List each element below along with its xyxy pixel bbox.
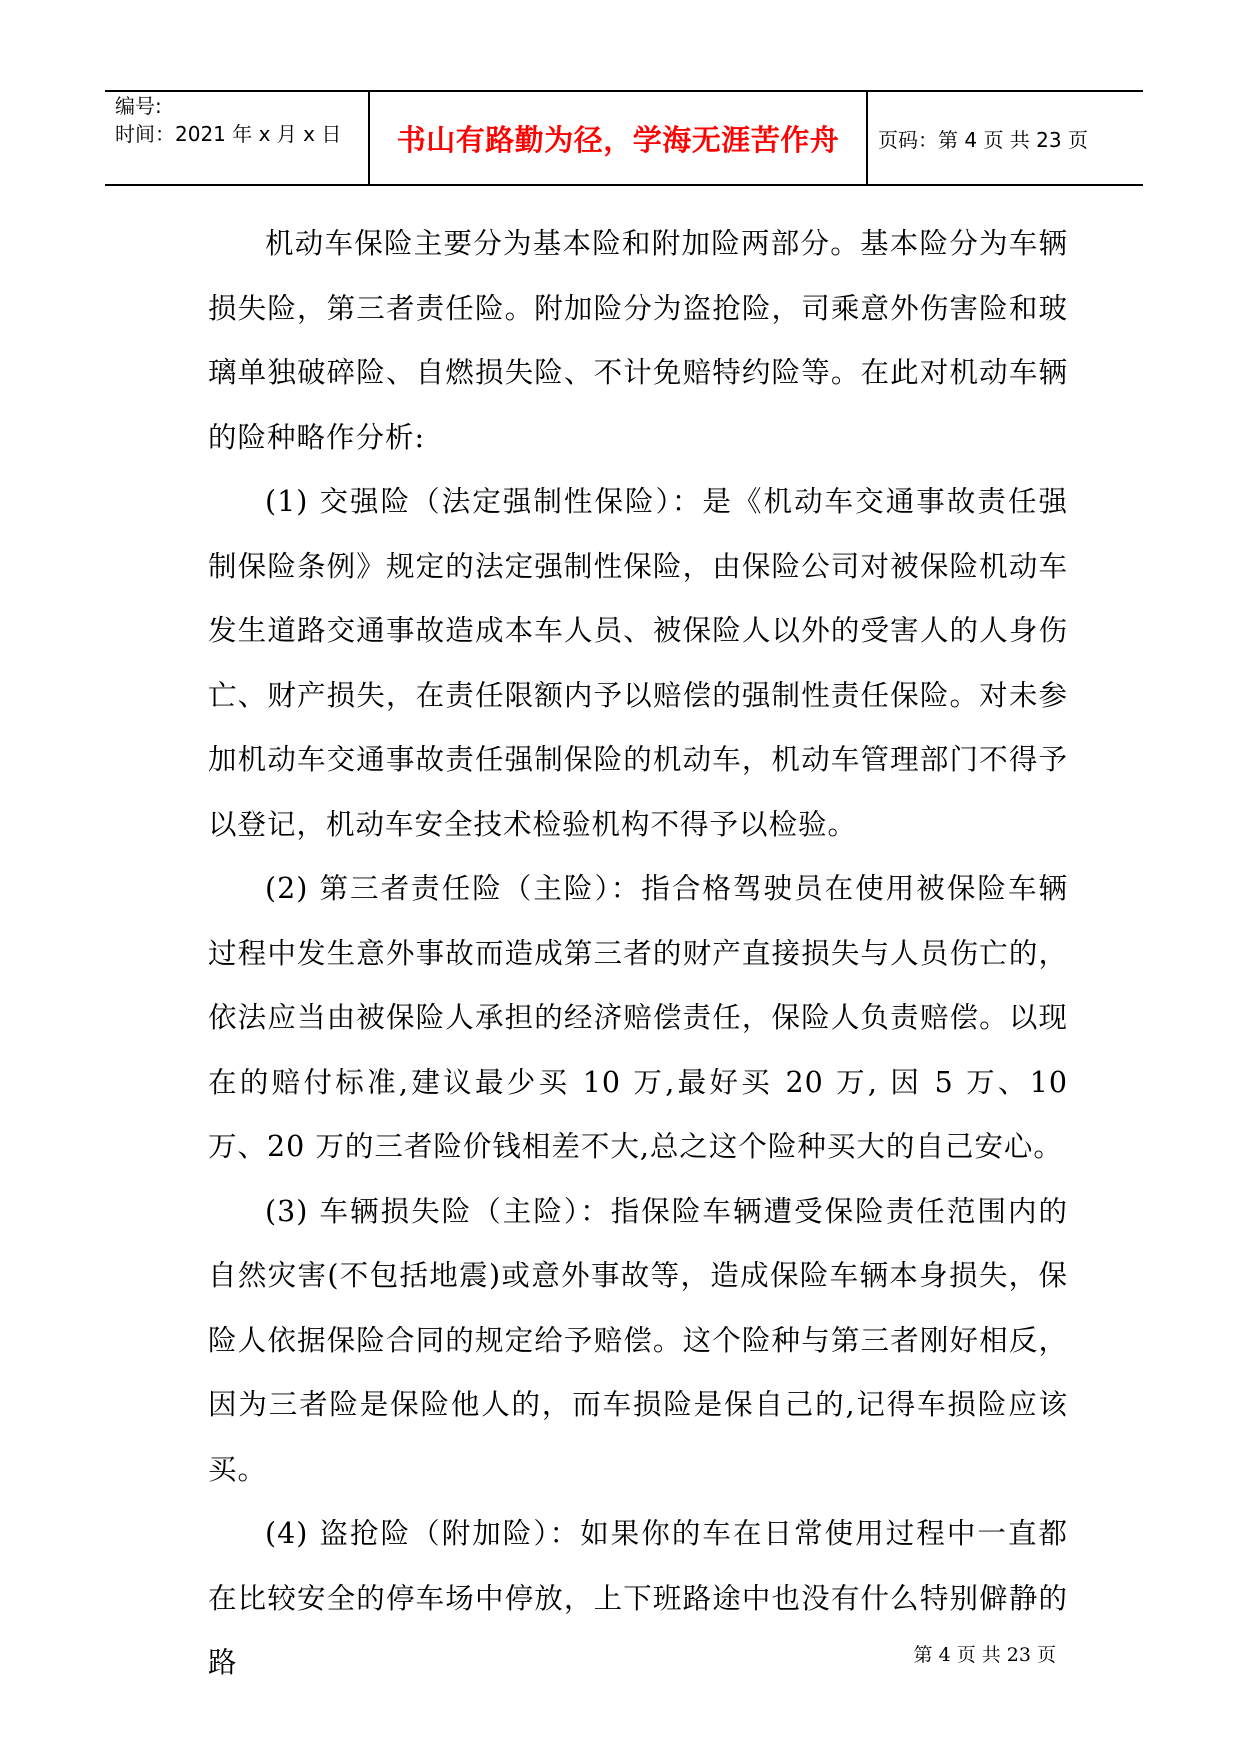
paragraph-vehicle-damage: (3) 车辆损失险（主险）：指保险车辆遭受保险责任范围内的自然灾害(不包括地震)或意外事故等，造成保险车辆本身损失，保险人依据保险合同的规定给予赔偿。这个险种与第三者刚好相反，因为三者险是保险他人的，而车损险是保自己的,记得车损险应该买。: [208, 1194, 1068, 1486]
header-page-cell: [868, 92, 1143, 184]
document-time: 时间：2021 年 x 月 x 日: [115, 122, 342, 146]
paragraph-third-party-liability: (2) 第三者责任险（主险）：指合格驾驶员在使用被保险车辆过程中发生意外事故而造成第三者的财产直接损失与人员伤亡的，依法应当由被保险人承担的经济赔偿责任，保险人负责赔偿。以现在的赔付标准,建议最少买 10 万,最好买 20 万, 因 5 万、10 万、20 万的三者险价钱相差不大,总之这个险种买大的自己安心。: [208, 872, 1068, 1163]
header-motto-cell: [368, 92, 868, 184]
document-body: [208, 212, 1068, 1696]
paragraph-compulsory-insurance: (1) 交强险（法定强制性保险）：是《机动车交通事故责任强制保险条例》规定的法定强制性保险，由保险公司对被保险机动车发生道路交通事故造成本车人员、被保险人以外的受害人的人身伤亡、财产损失，在责任限额内予以赔偿的强制性责任保险。对未参加机动车交通事故责任强制保险的机动车，机动车管理部门不得予以登记，机动车安全技术检验机构不得予以检验。: [208, 485, 1068, 841]
document-code-label: 编号:: [115, 94, 162, 118]
paragraph-intro: 机动车保险主要分为基本险和附加险两部分。基本险分为车辆损失险，第三者责任险。附加险分为盗抢险，司乘意外伤害险和玻璃单独破碎险、自燃损失险、不计免赔特约险等。在此对机动车辆的险种略作分析:: [208, 227, 1068, 454]
page-header: [105, 90, 1143, 186]
header-meta-cell: [105, 92, 368, 184]
header-motto: 书山有路勤为径，学海无涯苦作舟: [396, 122, 840, 157]
header-page-info: 页码：第 4 页 共 23 页: [878, 127, 1088, 152]
paragraph-theft-insurance: (4) 盗抢险（附加险）：如果你的车在日常使用过程中一直都在比较安全的停车场中停放，上下班路途中也没有什么特别僻静的路: [208, 1517, 1068, 1679]
page-footer: 第 4 页 共 23 页: [913, 1644, 1056, 1666]
